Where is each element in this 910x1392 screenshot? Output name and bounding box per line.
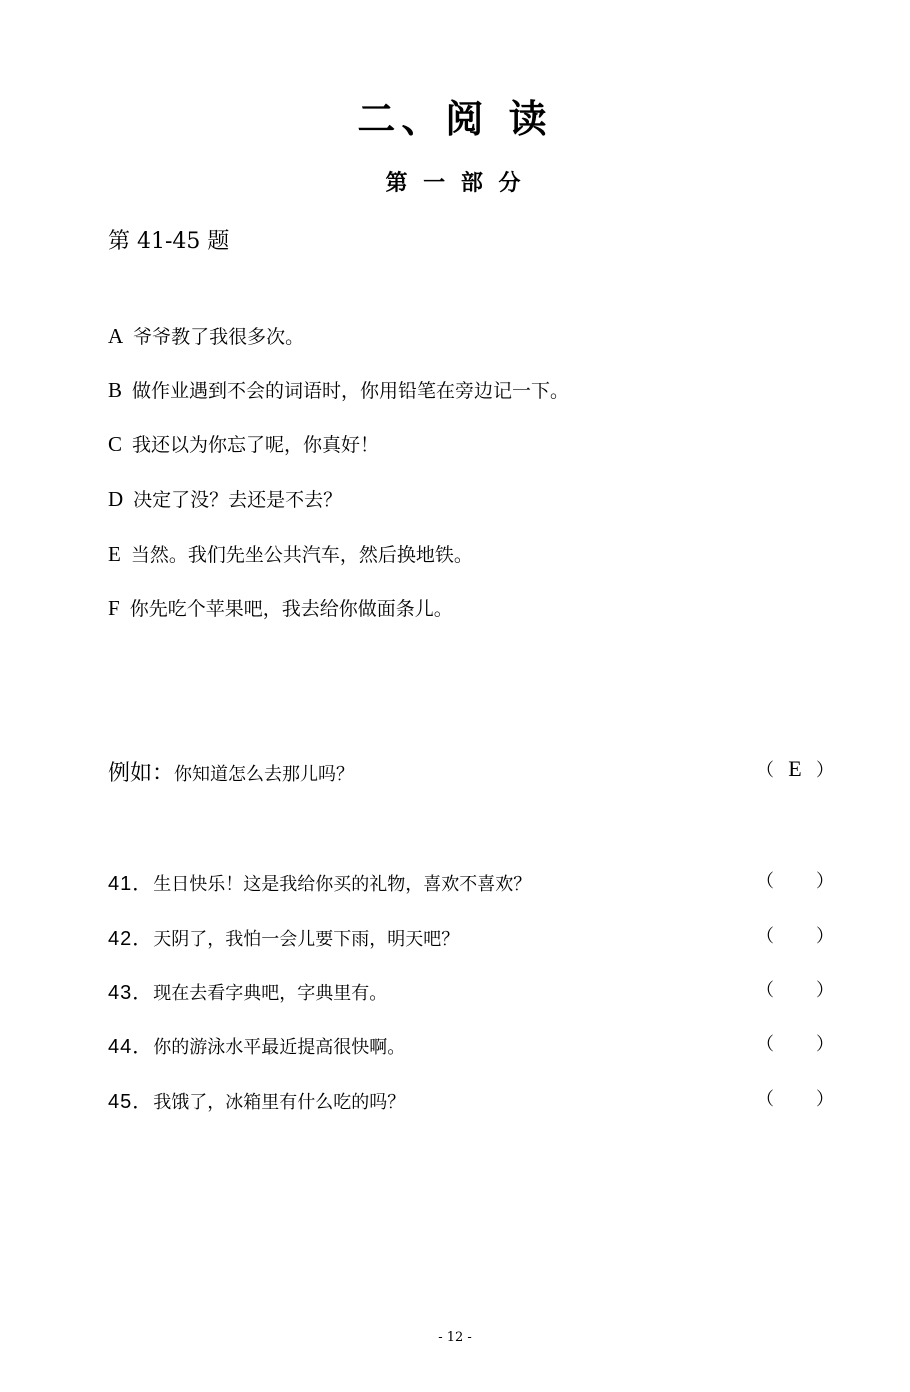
paren-open: （	[756, 871, 774, 892]
question-45	[108, 1085, 405, 1114]
paren-open: （	[756, 926, 774, 947]
option-letter: A	[108, 324, 124, 348]
paren-close: ）	[816, 1089, 834, 1110]
answer-blank-43[interactable]	[756, 976, 834, 1002]
question-text: 你的游泳水平最近提高很快啊。	[153, 1037, 406, 1058]
question-text: 生日快乐！这是我给你买的礼物，喜欢不喜欢？	[153, 874, 532, 895]
answer-blank-45[interactable]	[756, 1085, 834, 1111]
question-number: 44．	[108, 1036, 154, 1058]
option-e	[108, 540, 473, 567]
question-number: 42．	[108, 928, 154, 950]
question-range: 第 41-45 题	[108, 229, 230, 254]
paren-open: （	[756, 1034, 774, 1055]
example-lead: 例如：	[108, 761, 175, 786]
option-letter: F	[108, 596, 120, 620]
option-c	[108, 430, 379, 457]
option-d	[108, 485, 342, 512]
page-number: - 12 -	[438, 1330, 472, 1345]
page-title: 二、阅 读	[357, 96, 553, 141]
paren-open: （	[756, 980, 774, 1001]
example-answer-box	[756, 756, 834, 782]
option-text: 我还以为你忘了呢，你真好！	[132, 434, 380, 456]
answer-blank-42[interactable]	[756, 922, 834, 948]
question-text: 天阴了，我怕一会儿要下雨，明天吧？	[153, 929, 460, 950]
option-text: 你先吃个苹果吧，我去给你做面条儿。	[129, 598, 453, 620]
question-text: 现在去看字典吧，字典里有。	[153, 983, 388, 1004]
option-letter: B	[108, 378, 123, 402]
option-f	[108, 594, 453, 621]
question-text: 我饿了，冰箱里有什么吃的吗？	[153, 1092, 406, 1113]
option-b	[108, 376, 569, 403]
section-subtitle: 第 一 部 分	[385, 170, 525, 196]
paren-close: ）	[816, 926, 834, 947]
paren-open: （	[756, 760, 774, 781]
option-a	[108, 322, 304, 349]
paren-close: ）	[816, 1034, 834, 1055]
paren-open: （	[756, 1089, 774, 1110]
option-text: 爷爷教了我很多次。	[133, 326, 305, 348]
question-number: 45．	[108, 1091, 154, 1113]
answer-blank-44[interactable]	[756, 1030, 834, 1056]
question-number: 41．	[108, 873, 154, 895]
option-text: 当然。我们先坐公共汽车，然后换地铁。	[130, 544, 473, 566]
paren-close: ）	[816, 871, 834, 892]
example-answer: E	[788, 756, 802, 781]
option-text: 决定了没？去还是不去？	[133, 489, 343, 511]
answer-blank-41[interactable]	[756, 867, 834, 893]
question-42	[108, 922, 459, 951]
option-letter: E	[108, 542, 121, 566]
option-letter: C	[108, 432, 123, 456]
paren-close: ）	[816, 980, 834, 1001]
question-41	[108, 867, 531, 896]
example-text: 你知道怎么去那儿吗？	[174, 764, 355, 785]
example-item	[108, 756, 354, 787]
paren-close: ）	[815, 760, 834, 781]
question-number: 43．	[108, 982, 154, 1004]
option-text: 做作业遇到不会的词语时，你用铅笔在旁边记一下。	[132, 380, 570, 402]
question-43	[108, 976, 387, 1005]
question-44	[108, 1030, 405, 1059]
option-letter: D	[108, 487, 124, 511]
